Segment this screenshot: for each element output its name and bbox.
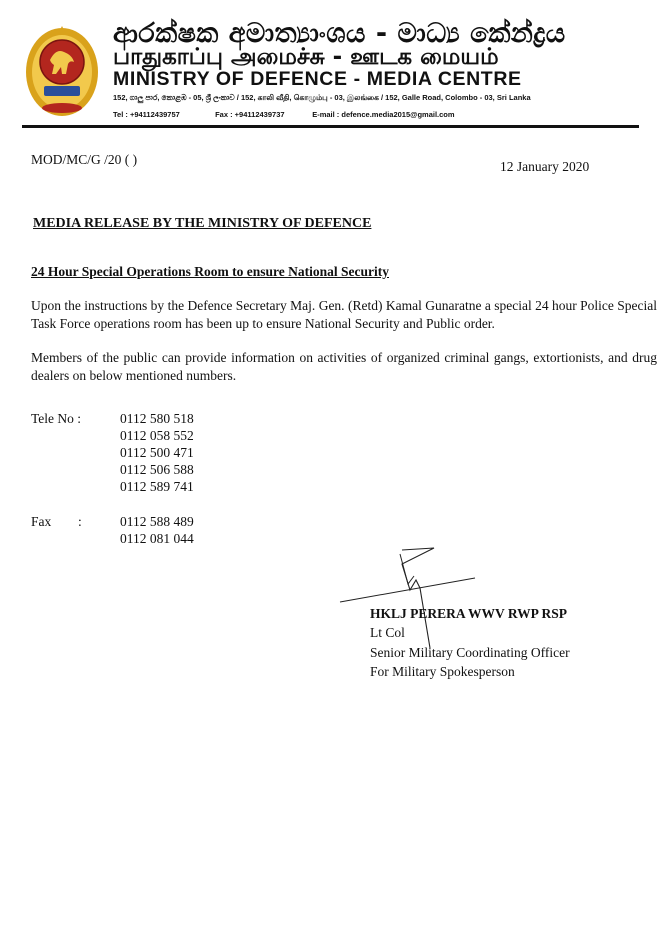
fax-number: 0112 081 044 [120, 531, 194, 546]
tele-number: 0112 580 518 [120, 411, 194, 426]
fax-number: 0112 588 489 [120, 514, 194, 529]
signatory-rank: Lt Col [370, 625, 405, 640]
tele-label: Tele No : [31, 411, 82, 426]
release-title: MEDIA RELEASE BY THE MINISTRY OF DEFENCE [33, 216, 372, 231]
fax-numbers [120, 513, 194, 547]
letterhead-title-sinhala: ආරක්ෂක අමාත්‍යාංශය - මාධ්‍ය කේන්ද්‍රය [113, 18, 566, 49]
signatory-title: Senior Military Coordinating Officer [370, 645, 570, 660]
fax-label: Fax [31, 514, 52, 529]
tele-numbers [120, 410, 194, 495]
release-subject: 24 Hour Special Operations Room to ensure National Security [31, 264, 389, 279]
signatory-role: For Military Spokesperson [370, 664, 515, 679]
letterhead-contact [113, 110, 455, 120]
reference-number: MOD/MC/G /20 ( ) [31, 152, 138, 167]
signatory-name: HKLJ PERERA WWV RWP RSP [370, 606, 568, 621]
paragraph-2: Members of the public can provide information on activities of organized criminal gangs, extortionists, and drug dealers on below mentioned numbers. [31, 350, 657, 383]
letterhead-title-english: MINISTRY OF DEFENCE - MEDIA CENTRE [113, 68, 522, 90]
letterhead-title-tamil: பாதுகாப்பு அமைச்சு - ஊடக மையம் [113, 44, 499, 70]
letterhead-tel: Tel : +94112439757 [113, 110, 180, 119]
sri-lanka-emblem-icon [24, 20, 100, 120]
paragraph-1: Upon the instructions by the Defence Secretary Maj. Gen. (Retd) Kamal Gunaratne a special 24 hour Police Special Task Force operations room has been up to ensure National Security and Public order. [31, 298, 657, 331]
release-date: 12 January 2020 [500, 159, 590, 174]
fax-colon: : [78, 514, 82, 529]
letterhead-divider [22, 125, 639, 128]
letterhead-fax: Fax : +94112439737 [215, 110, 285, 119]
tele-number: 0112 589 741 [120, 479, 194, 494]
tele-number: 0112 058 552 [120, 428, 194, 443]
tele-number: 0112 500 471 [120, 445, 194, 460]
letterhead-address: 152, ගාලු පාර, කොළඹ - 05, ශ්‍රී ලංකාව / 152, காலி வீதி, கொழும்பு - 03, இலங்கை / 152, Galle Road, Colombo - 03, Sri Lanka [113, 93, 531, 102]
handwritten-signature-icon [330, 540, 480, 650]
tele-number: 0112 506 588 [120, 462, 194, 477]
letterhead-email: E-mail : defence.media2015@gmail.com [312, 110, 455, 119]
